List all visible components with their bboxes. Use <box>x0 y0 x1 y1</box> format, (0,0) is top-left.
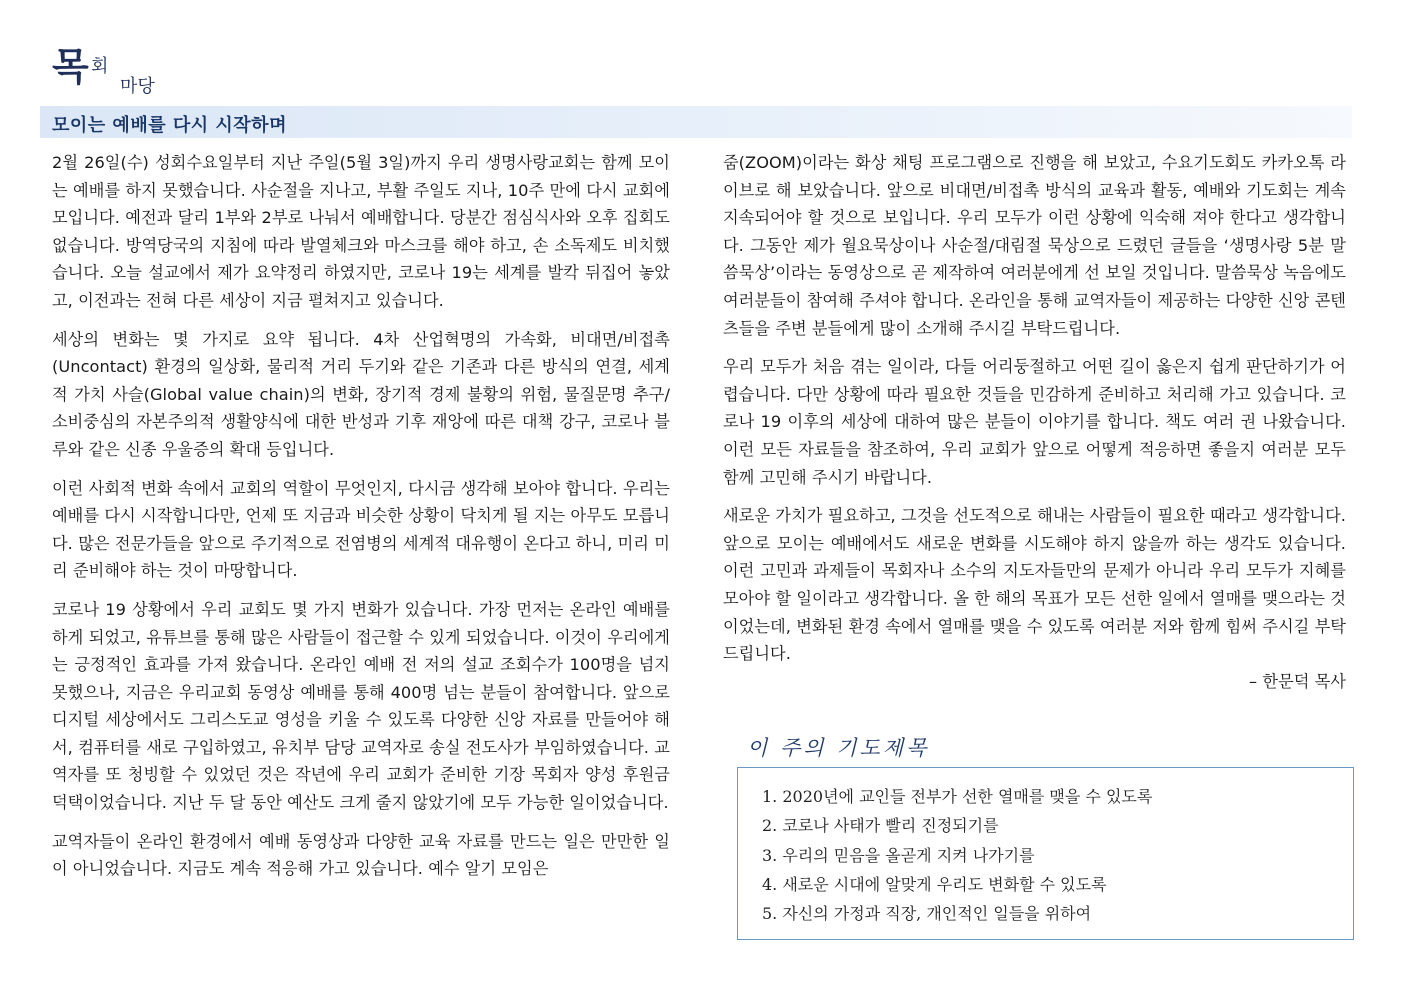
prayer-list-box <box>737 767 1354 940</box>
paragraph: 이런 사회적 변화 속에서 교회의 역할이 무엇인지, 다시금 생각해 보아야 합니다. 우리는 예배를 다시 시작합니다만, 언제 또 지금과 비슷한 상황이 닥치게 될 지는 아무도 모릅니다. 많은 전문가들을 앞으로 주기적으로 전염병의 세계적 대유행이 온다고 하니, 미리 미리 준비해야 하는 것이 마땅합니다. <box>52 478 670 581</box>
prayer-item: 2. 코로나 사태가 빨리 진정되기를 <box>762 816 999 836</box>
logo-char-mok: 목 <box>52 44 89 89</box>
article-title-bar <box>40 106 1352 138</box>
prayer-item: 4. 새로운 시대에 알맞게 우리도 변화할 수 있도록 <box>762 874 1107 894</box>
prayer-heading: 이 주의 기도제목 <box>747 736 930 760</box>
paragraph: 교역자들이 온라인 환경에서 예배 동영상과 다양한 교육 자료를 만드는 일은 만만한 일이 아니었습니다. 지금도 계속 적응해 가고 있습니다. 예수 알기 모임은 <box>52 831 670 879</box>
left-column <box>52 149 670 894</box>
logo-char-hoe: 회 <box>91 56 109 77</box>
prayer-item: 1. 2020년에 교인들 전부가 선한 열매를 맺을 수 있도록 <box>762 787 1153 806</box>
prayer-item: 3. 우리의 믿음을 올곧게 지켜 나가기를 <box>762 845 1035 865</box>
paragraph: 새로운 가치가 필요하고, 그것을 선도적으로 해내는 사람들이 필요한 때라고 생각합니다. 앞으로 모이는 예배에서도 새로운 변화를 시도해야 하지 않을까 하는 생각도 있습니다. 이런 고민과 과제들이 목회자나 소수의 지도자들만의 문제가 아니라 우리 모두가 지혜를 모아야 할 일이라고 생각합니다. 올 한 해의 목표가 모든 선한 일에서 열매를 맺으라는 것이었는데, 변화된 환경 속에서 열매를 맺을 수 있도록 여러분 저와 함께 힘써 주시길 부탁드립니다. <box>723 506 1346 664</box>
paragraph: 2월 26일(수) 성회수요일부터 지난 주일(5월 3일)까지 우리 생명사랑교회는 함께 모이는 예배를 하지 못했습니다. 사순절을 지나고, 부활 주일도 지나, 10주 만에 다시 교회에 모입니다. 예전과 달리 1부와 2부로 나눠서 예배합니다. 당분간 점심식사와 오후 집회도 없습니다. 방역당국의 지침에 따라 발열체크와 마스크를 해야 하고, 손 소독제도 비치했습니다. 오늘 설교에서 제가 요약정리 하였지만, 코로나 19는 세계를 발칵 뒤집어 놓았고, 이전과는 전혀 다른 세상이 지금 펼쳐지고 있습니다. <box>52 153 670 310</box>
prayer-item: 5. 자신의 가정과 직장, 개인적인 일들을 위하여 <box>762 904 1092 924</box>
right-column <box>723 149 1346 695</box>
paragraph: 세상의 변화는 몇 가지로 요약 됩니다. 4차 산업혁명의 가속화, 비대면/비접촉(Uncontact) 환경의 일상화, 물리적 거리 두기와 같은 기존과 다른 방식의 연결, 세계적 가치 사슬(Global value chain)의 변화, 장기적 경제 불황의 위험, 물질문명 추구/소비중심의 자본주의적 생활양식에 대한 반성과 기후 재앙에 따른 대책 강구, 코로나 블루와 같은 신종 우울증의 확대 등입니다. <box>52 329 670 459</box>
logo-word-madang: 마당 <box>120 76 155 97</box>
author-signature: – 한문덕 목사 <box>1249 671 1346 691</box>
paragraph: 줌(ZOOM)이라는 화상 채팅 프로그램으로 진행을 해 보았고, 수요기도회도 카카오톡 라이브로 해 보았습니다. 앞으로 비대면/비접촉 방식의 교육과 활동, 예배와 기도회는 계속 지속되어야 할 것으로 보입니다. 우리 모두가 이런 상황에 익숙해 져야 한다고 생각합니다. 그동안 제가 월요묵상이나 사순절/대림절 묵상으로 드렸던 글들을 ‘생명사랑 5분 말씀묵상’이라는 동영상으로 곧 제작하여 여러분에게 선 보일 것입니다. 말씀묵상 녹음에도 여러분들이 참여해 주셔야 합니다. 온라인을 통해 교역자들이 제공하는 다양한 신앙 콘텐츠들을 주변 분들에게 많이 소개해 주시길 부탁드립니다. <box>723 153 1346 338</box>
paragraph: 우리 모두가 처음 겪는 일이라, 다들 어리둥절하고 어떤 길이 옳은지 쉽게 판단하기가 어렵습니다. 다만 상황에 따라 필요한 것들을 민감하게 준비하고 처리해 가고 있습니다. 코로나 19 이후의 세상에 대하여 많은 분들이 이야기를 합니다. 책도 여러 권 나왔습니다. 이런 모든 자료들을 참조하여, 우리 교회가 앞으로 어떻게 적응하면 좋을지 여러분 모두 함께 고민해 주시기 바랍니다. <box>723 357 1346 487</box>
paragraph: 코로나 19 상황에서 우리 교회도 몇 가지 변화가 있습니다. 가장 먼저는 온라인 예배를 하게 되었고, 유튜브를 통해 많은 사람들이 접근할 수 있게 되었습니다. 이것이 우리에게는 긍정적인 효과를 가져 왔습니다. 온라인 예배 전 저의 설교 조회수가 100명을 넘지 못했으나, 지금은 우리교회 동영상 예배를 통해 400명 넘는 분들이 참여합니다. 앞으로 디지털 세상에서도 그리스도교 영성을 키울 수 있도록 다양한 신앙 자료를 만들어야 해서, 컴퓨터를 새로 구입하였고, 유치부 담당 교역자로 송실 전도사가 부임하였습니다. 교역자를 또 청빙할 수 있었던 것은 작년에 우리 교회가 준비한 기장 목회자 양성 후원금 덕택이었습니다. 지난 두 달 동안 예산도 크게 줄지 않았기에 모두 가능한 일이었습니다. <box>52 599 670 813</box>
column-logo <box>52 44 172 104</box>
article-title: 모이는 예배를 다시 시작하며 <box>52 115 287 136</box>
